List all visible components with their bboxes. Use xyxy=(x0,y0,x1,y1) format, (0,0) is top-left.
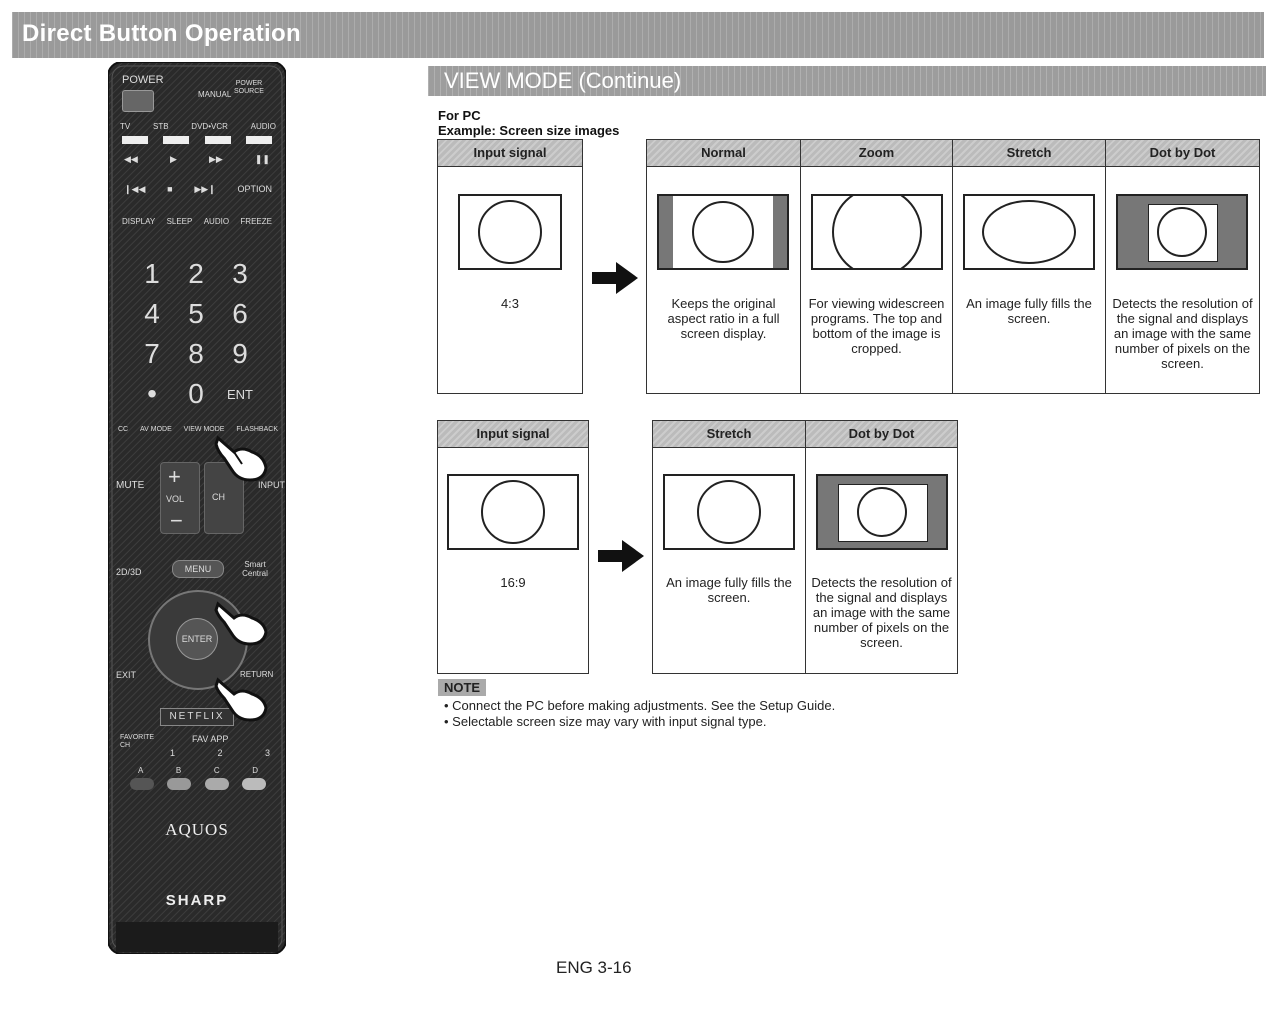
remote-av-mode-button[interactable]: AV MODE xyxy=(140,426,172,433)
table1-desc-zoom: For viewing widescreen programs. The top and bottom of the image is cropped. xyxy=(808,296,945,356)
remote-mute-button[interactable]: MUTE xyxy=(116,480,145,491)
remote-number-pad xyxy=(130,258,262,412)
remote-power-button[interactable] xyxy=(122,90,154,112)
remote-source-audio[interactable]: AUDIO xyxy=(250,122,276,131)
ent-button[interactable]: ENT xyxy=(227,387,253,402)
note-item: • Connect the PC before making adjustments. See the Setup Guide. xyxy=(444,698,836,713)
color-b-button[interactable] xyxy=(167,778,191,790)
table1-header-stretch: Stretch xyxy=(953,140,1105,167)
digit-8-button[interactable]: 8 xyxy=(188,338,204,369)
note-label: NOTE xyxy=(438,679,486,696)
skip-back-icon[interactable]: ❙◀◀ xyxy=(124,184,146,194)
table1-desc-normal: Keeps the original aspect ratio in a full screen display. xyxy=(667,296,780,341)
skip-forward-icon[interactable]: ▶▶❙ xyxy=(194,184,216,194)
note-list xyxy=(444,698,835,729)
screen-frame-16-9 xyxy=(447,474,579,550)
remote-flashback-button[interactable]: FLASHBACK xyxy=(236,426,278,433)
table2-desc-stretch: An image fully fills the screen. xyxy=(666,575,792,605)
remote-smart-central-button[interactable]: Smart Central xyxy=(242,560,268,578)
remote-fav-app-row xyxy=(170,748,270,758)
circle-image-icon xyxy=(449,476,577,548)
table2-input-desc: 16:9 xyxy=(500,575,526,590)
table2-col-dot-by-dot xyxy=(806,421,957,673)
digit-1-button[interactable]: 1 xyxy=(144,258,160,289)
remote-brand-logo: AQUOS xyxy=(165,820,229,839)
digit-9-button[interactable]: 9 xyxy=(232,338,248,369)
right-arrow-icon xyxy=(592,262,638,294)
remote-view-mode-button[interactable]: VIEW MODE xyxy=(183,426,225,433)
circle-image-icon xyxy=(460,196,560,268)
screen-frame-dot-by-dot xyxy=(1116,194,1248,270)
screen-frame-stretch xyxy=(963,194,1095,270)
fav-app-1-button[interactable]: 1 xyxy=(170,748,176,758)
right-arrow-icon xyxy=(598,540,644,572)
rewind-icon[interactable]: ◀◀ xyxy=(124,154,138,164)
remote-fav-app-label: FAV APP xyxy=(192,734,229,744)
fast-forward-icon[interactable]: ▶▶ xyxy=(208,154,223,164)
remote-input-button[interactable]: INPUT xyxy=(258,480,285,490)
remote-source-tv[interactable]: TV xyxy=(120,122,131,131)
table1-input-cell xyxy=(437,139,583,394)
section-title: VIEW MODE (Continue) xyxy=(444,68,682,93)
remote-audio-button[interactable]: AUDIO xyxy=(203,217,230,226)
remote-return-button[interactable]: RETURN xyxy=(240,670,274,679)
remote-menu-button[interactable]: MENU xyxy=(172,560,224,578)
color-a-label: A xyxy=(138,766,144,775)
table1-desc-dot-by-dot: Detects the resolution of the signal and displays an image with the same number of pixels on the screen. xyxy=(1112,296,1253,371)
table1-header-normal: Normal xyxy=(647,140,800,167)
digit-5-button[interactable]: 5 xyxy=(188,298,204,329)
digit-7-button[interactable]: 7 xyxy=(144,338,160,369)
hand-pointer-icon xyxy=(212,676,270,724)
digit-0-button[interactable]: 0 xyxy=(188,378,204,409)
screen-frame-dot-by-dot-16-9 xyxy=(816,474,948,550)
remote-power-label: POWER xyxy=(122,74,164,86)
screen-frame-4-3 xyxy=(458,194,562,270)
remote-display-button[interactable]: DISPLAY xyxy=(122,217,156,226)
color-c-label: C xyxy=(213,766,220,775)
table1-col-dot-by-dot xyxy=(1106,140,1259,393)
intro-line-1: For PC xyxy=(438,108,481,123)
remote-sleep-button[interactable]: SLEEP xyxy=(166,217,193,226)
remote-enter-button[interactable]: ENTER xyxy=(176,618,218,660)
remote-cc-button[interactable]: CC xyxy=(118,426,129,433)
table1-desc-stretch: An image fully fills the screen. xyxy=(966,296,1092,326)
volume-down-icon: − xyxy=(170,508,183,533)
remote-maker-logo: SHARP xyxy=(165,892,229,909)
hand-pointer-icon xyxy=(212,434,270,484)
table1-col-normal xyxy=(647,140,801,393)
volume-up-icon: + xyxy=(168,464,181,489)
remote-transport-row-2 xyxy=(124,184,272,195)
table1-col-stretch xyxy=(953,140,1106,393)
digit-6-button[interactable]: 6 xyxy=(232,298,248,329)
remote-freeze-button[interactable]: FREEZE xyxy=(240,217,272,226)
play-icon[interactable]: ▶ xyxy=(169,154,177,164)
table1-col-zoom xyxy=(801,140,953,393)
remote-exit-button[interactable]: EXIT xyxy=(116,670,137,680)
digit-4-button[interactable]: 4 xyxy=(144,298,160,329)
remote-source-stb[interactable]: STB xyxy=(152,122,169,131)
digit-3-button[interactable]: 3 xyxy=(232,258,248,289)
remote-manual-label: MANUAL xyxy=(198,90,232,99)
remote-vol-label: VOL xyxy=(166,494,185,504)
remote-function-row xyxy=(122,217,272,226)
remote-labels xyxy=(108,62,286,954)
pause-icon[interactable]: ❚❚ xyxy=(254,154,270,164)
dot-button[interactable]: • xyxy=(147,378,157,409)
color-a-button[interactable] xyxy=(130,778,154,790)
table2-input-cell xyxy=(437,420,589,674)
table1-header-zoom: Zoom xyxy=(801,140,952,167)
remote-2d3d-button[interactable]: 2D/3D xyxy=(116,567,142,577)
remote-source-led-row xyxy=(122,136,272,144)
remote-color-buttons xyxy=(130,778,266,790)
remote-source-dvd[interactable]: DVD•VCR xyxy=(191,122,228,131)
fav-app-2-button[interactable]: 2 xyxy=(217,748,223,758)
page-number: ENG 3-16 xyxy=(556,958,632,977)
page-header-title: Direct Button Operation xyxy=(22,20,301,47)
table2-header-dot-by-dot: Dot by Dot xyxy=(806,421,957,448)
intro-line-2: Example: Screen size images xyxy=(438,123,620,138)
remote-mode-row xyxy=(118,426,278,433)
table1-input-desc: 4:3 xyxy=(500,296,520,311)
remote-favorite-ch-label: FAVORITE CH xyxy=(120,734,155,749)
hand-pointer-icon xyxy=(212,600,270,648)
remote-power-source-label: POWER SOURCE xyxy=(234,80,264,95)
table2-col-stretch xyxy=(653,421,806,673)
digit-2-button[interactable]: 2 xyxy=(188,258,204,289)
remote-netflix-button[interactable]: NETFLIX xyxy=(160,708,234,726)
table2-results xyxy=(652,420,958,674)
fav-app-3-button[interactable]: 3 xyxy=(264,748,270,758)
screen-frame-zoom xyxy=(811,194,943,270)
table1-input-header: Input signal xyxy=(438,140,582,167)
table2-desc-dot-by-dot: Detects the resolution of the signal and displays an image with the same number of pixels on the screen. xyxy=(811,575,952,650)
color-c-button[interactable] xyxy=(205,778,229,790)
table1-results xyxy=(646,139,1260,394)
remote-color-letters xyxy=(138,766,258,775)
remote-source-row xyxy=(120,122,276,131)
table2-header-stretch: Stretch xyxy=(653,421,805,448)
table1-header-dot-by-dot: Dot by Dot xyxy=(1106,140,1259,167)
remote-transport-row-1 xyxy=(124,154,270,165)
screen-frame-normal xyxy=(657,194,789,270)
color-d-label: D xyxy=(252,766,258,775)
color-d-button[interactable] xyxy=(242,778,266,790)
table2-input-header: Input signal xyxy=(438,421,588,448)
remote-ch-label: CH xyxy=(212,492,225,502)
color-b-label: B xyxy=(175,766,182,775)
note-item: • Selectable screen size may vary with input signal type. xyxy=(444,714,767,729)
remote-option-button[interactable]: OPTION xyxy=(237,184,272,194)
stop-icon[interactable]: ■ xyxy=(167,184,173,194)
screen-frame-stretch-16-9 xyxy=(663,474,795,550)
